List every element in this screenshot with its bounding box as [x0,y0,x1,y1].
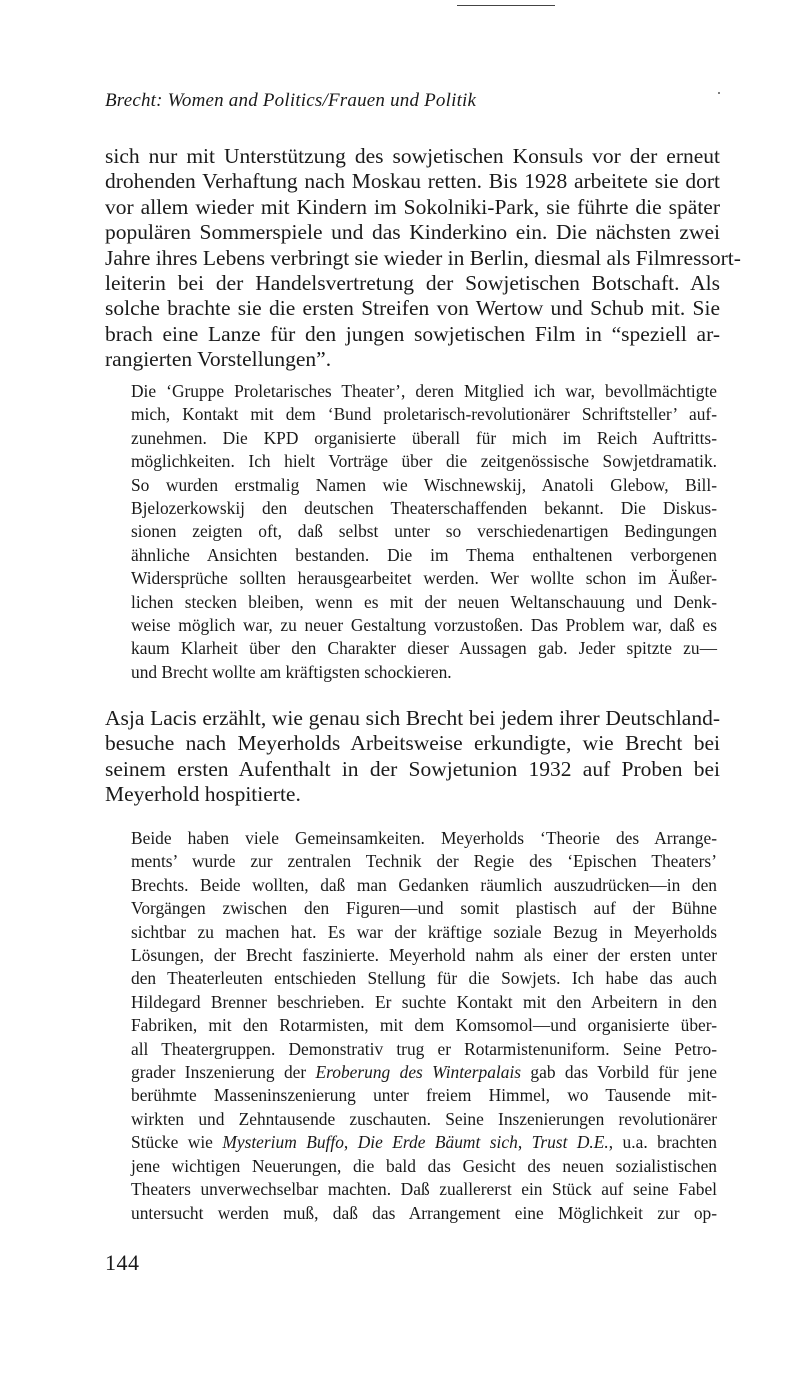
work-title-trust-de: Trust D.E. [531,1132,609,1153]
body-paragraph-1 [105,144,741,373]
quote-line: sichtbar zu machen hat. Es war der kräftige soziale Bezug in Meyerholds [131,921,717,942]
quote-text: , [517,1132,532,1153]
text-line: drohenden Verhaftung nach Moskau retten. Bis 1928 arbeitete sie dort [105,169,720,194]
quote-line: ähnliche Ansichten bestanden. Die im Thema enthaltenen verborgenen [131,544,717,565]
quote-line: So wurden erstmalig Namen wie Wischnewskij, Anatoli Glebow, Bill- [131,474,717,495]
quote-line: lichen stecken bleiben, wenn es mit der neuen Weltanschauung und Denk- [131,591,717,612]
block-quote-2 [131,827,717,1225]
quote-text: Stücke wie [131,1132,223,1153]
quote-line: berühmte Masseninszenierung unter freiem Himmel, wo Tausende mit- [131,1085,717,1106]
quote-line: weise möglich war, zu neuer Gestaltung vorzustoßen. Das Problem war, daß es [131,615,717,636]
quote-line: ments’ wurde zur zentralen Technik der Regie des ‘Epischen Theaters’ [131,851,717,872]
text-line: besuche nach Meyerholds Arbeitsweise erkundigte, wie Brecht bei [105,731,720,756]
quote-text: , u.a. brachten [608,1132,718,1153]
quote-line: Bjelozerkowskij den deutschen Theaterschaffenden bekannt. Die Diskus- [131,498,717,519]
quote-line: all Theatergruppen. Demonstrativ trug er Rotarmistenuniform. Seine Petro- [131,1038,717,1059]
quote-line: Brechts. Beide wollten, daß man Gedanken räumlich auszudrücken—in den [131,874,717,895]
page-number: 144 [105,1250,140,1275]
running-head: Brecht: Women and Politics/Frauen und Politik [105,90,477,111]
text-line: brach eine Lanze für den jungen sowjetischen Film in “speziell ar- [105,321,720,346]
work-title-die-erde: Die Erde Bäumt sich [357,1132,518,1153]
quote-line: den Theaterleuten entschieden Stellung für die Sowjets. Ich habe das auch [131,968,717,989]
text-line: vor allem wieder mit Kindern im Sokolniki-Park, sie führte die später [105,194,720,219]
text-line: seinem ersten Aufenthalt in der Sowjetunion 1932 auf Proben bei [105,756,720,781]
quote-line: jene wichtigen Neuerungen, die bald das Gesicht des neuen sozialistischen [131,1155,717,1176]
quote-line: Vorgängen zwischen den Figuren—und somit plastisch auf der Bühne [131,898,717,919]
quote-line: und Brecht wollte am kräftigsten schockieren. [131,661,452,682]
quote-line: Theaters unverwechselbar machten. Daß zuallererst ein Stück auf seine Fabel [131,1179,717,1200]
quote-line: Beide haben viele Gemeinsamkeiten. Meyerholds ‘Theorie des Arrange- [131,828,717,848]
body-paragraph-2 [105,706,720,808]
block-quote-1 [131,380,717,684]
text-line: solche brachte sie die ersten Streifen von Wertow und Schub mit. Sie [105,296,720,321]
text-line: Asja Lacis erzählt, wie genau sich Brecht bei jedem ihrer Deutschland- [105,706,720,730]
quote-line [131,1131,717,1154]
quote-line [131,1061,717,1084]
quote-line: möglichkeiten. Ich hielt Vorträge über die zeitgenössische Sowjetdramatik. [131,451,717,472]
text-line: rangierten Vorstellungen”. [105,347,332,372]
text-line: sich nur mit Unterstützung des sowjetischen Konsuls vor der erneut [105,144,720,168]
quote-line: Widersprüche sollten herausgearbeitet werden. Wer wollte schon im Äußer- [131,568,717,589]
quote-line: kaum Klarheit über den Charakter dieser Aussagen gab. Jeder spitzte zu— [131,638,717,659]
quote-line: untersucht werden muß, daß das Arrangement eine Möglichkeit zur op- [131,1202,717,1223]
text-line: Jahre ihres Lebens verbringt sie wieder in Berlin, diesmal als Filmressort- [105,245,741,270]
quote-line: Hildegard Brenner beschrieben. Er suchte Kontakt mit den Arbeitern in den [131,991,717,1012]
text-line: leiterin bei der Handelsvertretung der Sowjetischen Botschaft. Als [105,271,720,296]
quote-text: , [343,1132,358,1153]
top-rule [457,5,555,6]
text-line: Meyerhold hospitierte. [105,782,301,807]
work-title-mysterium-buffo: Mysterium Buffo [222,1132,344,1153]
work-title-eroberung: Eroberung des Winterpalais [315,1062,522,1083]
quote-line: sionen zeigten oft, daß selbst unter so verschiedenartigen Bedingungen [131,521,717,542]
quote-text: grader Inszenierung der [131,1062,316,1083]
quote-line: wirkten und Zehntausende zuschauten. Seine Inszenierungen revolutionärer [131,1108,717,1129]
quote-line: Fabriken, mit den Rotarmisten, mit dem Komsomol—und organisierte über- [131,1015,717,1036]
quote-line: Lösungen, der Brecht faszinierte. Meyerhold nahm als einer der ersten unter [131,945,717,966]
quote-line: zunehmen. Die KPD organisierte überall für mich im Reich Auftritts- [131,427,717,448]
text-line: populären Sommerspiele und das Kinderkino ein. Die nächsten zwei [105,220,720,245]
quote-line: Die ‘Gruppe Proletarisches Theater’, deren Mitglied ich war, bevollmächtigte [131,381,717,401]
quote-line: mich, Kontakt mit dem ‘Bund proletarisch-revolutionärer Schriftsteller’ auf- [131,404,717,425]
quote-text: gab das Vorbild für jene [521,1062,717,1083]
print-speck [718,92,720,94]
